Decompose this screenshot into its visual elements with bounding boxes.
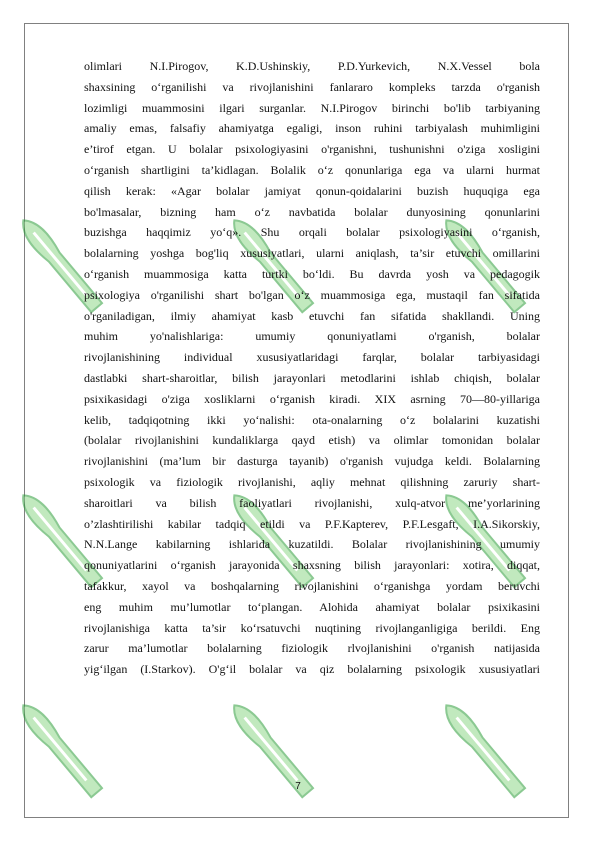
text-line: sharoitlari va bilish faoliyatlari rivojlanishi, xulq-atvor me’yorlarining <box>84 495 540 510</box>
body-text <box>84 56 540 680</box>
text-line: shaxsining o‘rganilishi va rivojlanishini fanlararo kompleks tarzda o'rganish <box>84 79 540 94</box>
text-line: o‘rganish muammosiga katta turtki bo‘ldi. Bu davrda yosh va pedagogik <box>84 266 540 281</box>
text-line: psixikasidagi o'ziga xosliklarni o‘rganish kiradi. XIX asrning 70—80-yillariga <box>84 391 540 406</box>
text-line: o'rganiladigan, ilmiy ahamiyat kasb etuvchi fan sifatida shakllandi. Uning <box>84 308 540 323</box>
text-line: psixologik va fiziologik rivojlanishi, aqliy mehnat qilishning zaruriy shart- <box>84 474 540 489</box>
page-number: 7 <box>295 781 301 792</box>
text-line: rivojlanishining individual xususiyatlaridagi farqlar, bolalar tarbiyasidagi <box>84 350 540 365</box>
text-line: rivojlanishini (ma’lum bir dasturga tayanib) o'rganish vujudga keldi. Bolalarning <box>84 454 540 469</box>
text-line: amaliy emas, falsafiy ahamiyatga egaligi, inson ruhini tarbiyalash muhimligini <box>84 121 540 136</box>
text-line: e’tirof etgan. U bolalar psixologiyasini o'rganishni, tushunishni o'ziga xosligini <box>84 142 540 157</box>
text-line: olimlari N.I.Pirogov, K.D.Ushinskiy, P.D.Yurkevich, N.X.Vessel bola <box>84 59 540 73</box>
text-line: qilish kerak: «Agar bolalar jamiyat qonun-qoidalarini buzish huquqiga ega <box>84 183 540 198</box>
text-line: rivojlanishiga katta ta’sir ko‘rsatuvchi nuqtining rivojlanganligiga berildi. Eng <box>84 620 540 635</box>
text-line: o‘rganish shartligini ta’kidlagan. Bolalik o‘z qonunlariga ega va ularni hurmat <box>84 162 540 177</box>
text-line: tafakkur, xayol va boshqalarning rivojlanishini o‘rganishga yordam beruvchi <box>84 578 540 593</box>
text-line: zarur ma’lumotlar bolalarning fiziologik rlvojlanishini o'rganish natijasida <box>84 641 540 656</box>
text-line: bo'lmasalar, bizning ham o‘z navbatida bolalar dunyosining qonunlarini <box>84 204 540 219</box>
text-line: qonuniyatlarini o‘rganish jarayonida shaxsning bilish jarayonlari: xotira, diqqat, <box>84 558 540 573</box>
text-line: o’zlashtirilishi kabilar tadqiq etildi va P.F.Kapterev, P.F.Lesgaft, I.A.Sikorskiy, <box>84 516 540 531</box>
text-line: bolalarning yoshga bog'liq xususiyatlari, ularni aniqlash, ta’sir etuvchi omillarini <box>84 246 540 261</box>
text-line: buzishga haqqimiz yo‘q». Shu orqali bolalar psixologiyasini o‘rganish, <box>84 225 540 240</box>
text-line: eng muhim mu’lumotlar to‘plangan. Alohida ahamiyat bolalar psixikasini <box>84 599 540 614</box>
text-line: (bolalar rivojlanishini kundaliklarga qayd etish) va olimlar tomonidan bolalar <box>84 433 540 448</box>
text-line: muhim yo'nalishlariga: umumiy qonuniyatlami o'rganish, bolalar <box>84 329 540 344</box>
text-line: lozimligi muammosini ilgari surganlar. N.I.Pirogov birinchi bo'lib tarbiyaning <box>84 100 540 115</box>
text-line: kelib, tadqiqotning ikki yo‘nalishi: ota-onalarning o‘z bolalarini kuzatishi <box>84 412 540 427</box>
text-line: yig‘ilgan (I.Starkov). O'g‘il bolalar va qiz bolalarning psixologik xususiyatlari <box>84 662 540 677</box>
text-line: N.N.Lange kabilarning ishlarida kuzatildi. Bolalar rivojlanishining umumiy <box>84 537 540 552</box>
text-line: psixologiya o'rganilishi shart bo'lgan o‘z muammosiga ega, mustaqil fan sifatida <box>84 287 540 302</box>
text-line: dastlabki shart-sharoitlar, bilish jarayonlari metodlarini ishlab chiqish, bolalar <box>84 370 540 385</box>
